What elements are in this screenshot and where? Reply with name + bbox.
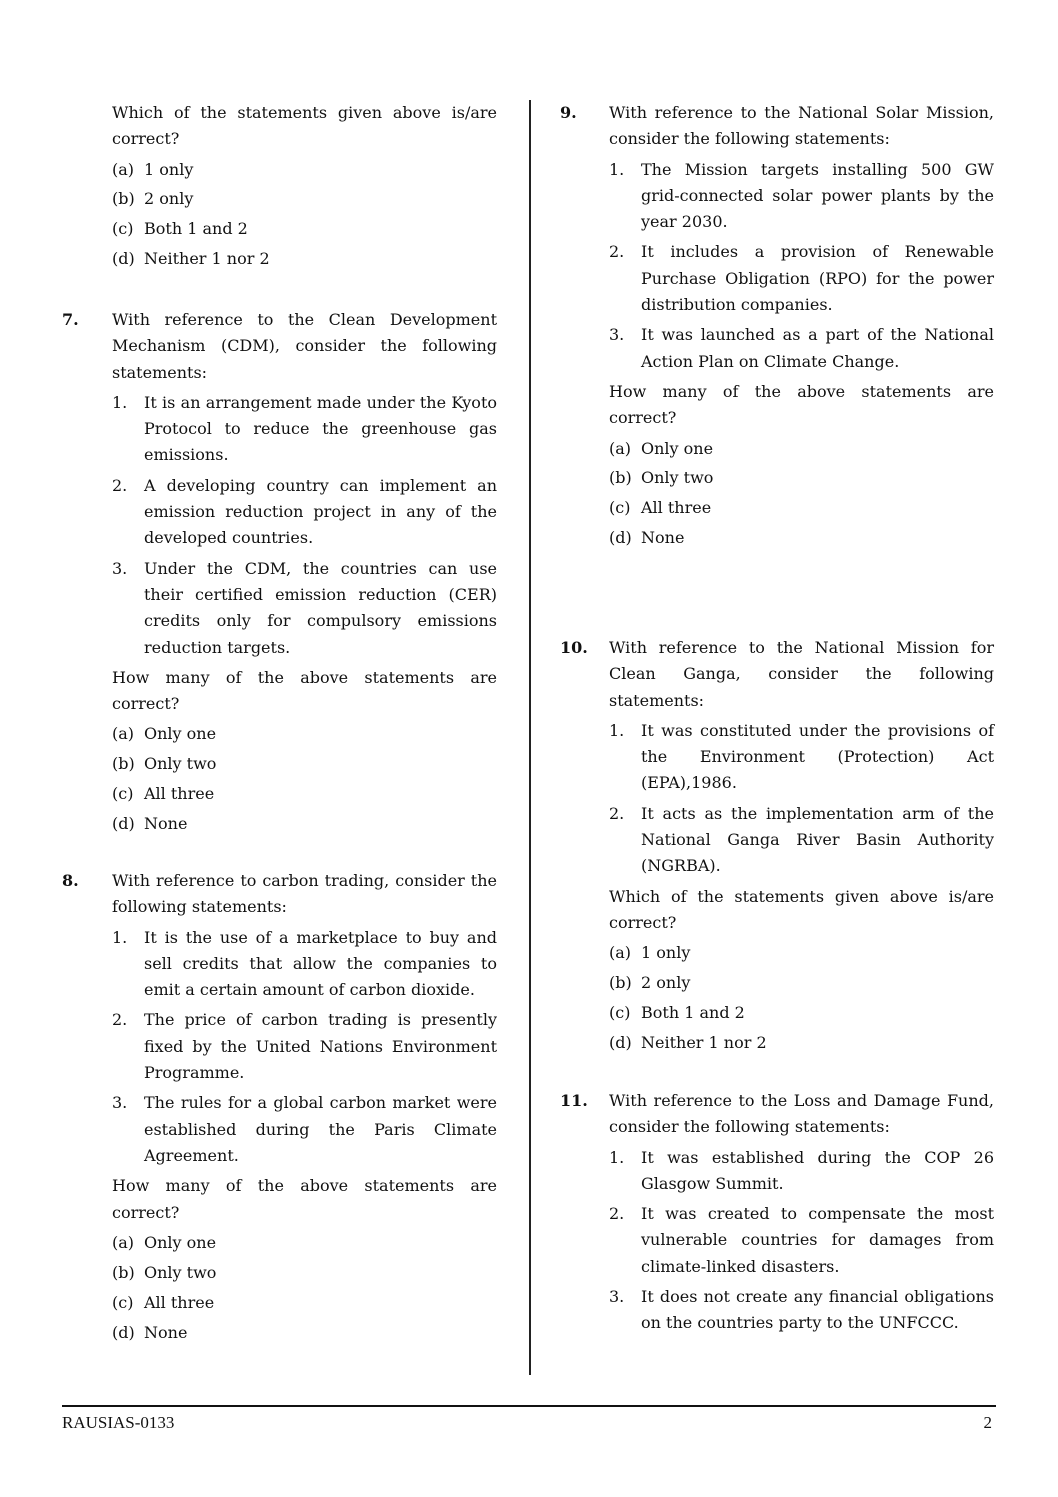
- statement-text: It was created to compensate the most vulnerable countries for damages from climate-linked disasters.: [641, 1204, 994, 1276]
- statement-text: The rules for a global carbon market were established during the Paris Climate Agreement.: [144, 1093, 497, 1165]
- option-text: None: [641, 528, 685, 548]
- option-text: Only one: [144, 724, 217, 744]
- option-text: Only two: [641, 468, 714, 488]
- statement-text: A developing country can implement an emission reduction project in any of the developed countries.: [144, 475, 497, 548]
- option-letter: (c): [112, 1292, 134, 1312]
- answer-option[interactable]: [112, 721, 497, 747]
- statement-number: 3.: [112, 1093, 128, 1113]
- statement-text: The price of carbon trading is presently fixed by the United Nations Environment Programme.: [144, 1010, 497, 1083]
- answer-option[interactable]: [112, 186, 497, 212]
- question-9: [560, 100, 994, 555]
- option-letter: (b): [609, 973, 632, 993]
- statement-text: It was established during the COP 26 Glasgow Summit.: [641, 1147, 994, 1193]
- option-letter: (d): [112, 249, 135, 269]
- statement: [609, 1201, 994, 1280]
- statement-number: 3.: [609, 1287, 625, 1307]
- statement-text: It was launched as a part of the National Action Plan on Climate Change.: [641, 325, 994, 371]
- option-text: Both 1 and 2: [144, 219, 248, 239]
- statement-number: 2.: [609, 803, 625, 823]
- option-text: Only one: [144, 1232, 217, 1252]
- statement-number: 1.: [609, 720, 625, 740]
- option-letter: (a): [609, 438, 632, 458]
- statement-text: It does not create any financial obligations on the countries party to the UNFCCC.: [641, 1287, 994, 1333]
- answer-option[interactable]: [112, 1290, 497, 1316]
- statement-number: 2.: [609, 1204, 625, 1224]
- statement-text: The Mission targets installing 500 GW grid-connected solar power plants by the year 2030.: [641, 159, 994, 232]
- statement-number: 2.: [112, 1010, 128, 1030]
- answer-option[interactable]: [609, 465, 994, 491]
- option-text: All three: [144, 1292, 215, 1312]
- question-prompt: How many of the above statements are correct?: [609, 381, 994, 428]
- option-letter: (d): [609, 1032, 632, 1052]
- option-text: Only two: [144, 754, 217, 774]
- question-prompt: Which of the statements given above is/are correct?: [112, 103, 497, 149]
- option-text: 2 only: [144, 189, 194, 209]
- answer-option[interactable]: [112, 811, 497, 837]
- answer-option[interactable]: [609, 940, 994, 966]
- question-10: [560, 635, 994, 1060]
- question-stem: With reference to the National Solar Mission, consider the following statements:: [609, 103, 994, 149]
- statement-number: 1.: [609, 159, 625, 179]
- statement-text: It acts as the implementation arm of the National Ganga River Basin Authority (NGRBA).: [641, 803, 994, 876]
- statement: [112, 1007, 497, 1086]
- answer-option[interactable]: [609, 495, 994, 521]
- statement: [609, 239, 994, 318]
- statement-number: 1.: [112, 392, 128, 412]
- statement: [112, 1090, 497, 1169]
- option-text: None: [144, 1322, 188, 1342]
- statement-number: 1.: [609, 1147, 625, 1167]
- question-stem: With reference to the Clean Development Mechanism (CDM), consider the following statements:: [112, 310, 497, 382]
- option-text: Only one: [641, 438, 714, 458]
- footer-rule: [62, 1405, 996, 1407]
- option-text: None: [144, 814, 188, 834]
- question-stem: With reference to the Loss and Damage Fund, consider the following statements:: [609, 1091, 994, 1137]
- statement: [609, 1145, 994, 1198]
- question-prompt: How many of the above statements are correct?: [112, 1176, 497, 1222]
- answer-option[interactable]: [609, 1030, 994, 1056]
- option-letter: (a): [609, 943, 632, 963]
- statement: [609, 801, 994, 880]
- question-stem: With reference to the National Mission for Clean Ganga, consider the following statements:: [609, 638, 994, 710]
- answer-option[interactable]: [112, 246, 497, 272]
- answer-option[interactable]: [609, 525, 994, 551]
- option-letter: (a): [112, 724, 135, 744]
- question-number: 11.: [560, 1091, 588, 1110]
- question-stem: With reference to carbon trading, consider the following statements:: [112, 871, 497, 917]
- page-number: 2: [983, 1413, 992, 1432]
- option-letter: (b): [112, 754, 135, 774]
- option-text: All three: [641, 498, 712, 518]
- option-text: 2 only: [641, 973, 691, 993]
- question-prompt: Which of the statements given above is/are correct?: [609, 886, 994, 932]
- statement-text: It is an arrangement made under the Kyoto Protocol to reduce the greenhouse gas emissions.: [144, 392, 497, 465]
- statement-number: 2.: [609, 242, 625, 262]
- question-8: [62, 868, 497, 1349]
- answer-option[interactable]: [112, 1260, 497, 1286]
- option-letter: (c): [112, 784, 134, 804]
- option-text: 1 only: [144, 159, 194, 179]
- statement: [112, 473, 497, 552]
- answer-option[interactable]: [112, 1320, 497, 1346]
- statement: [112, 556, 497, 661]
- answer-option[interactable]: [609, 970, 994, 996]
- question-7: [62, 307, 497, 841]
- question-11: [560, 1088, 994, 1341]
- option-text: Both 1 and 2: [641, 1003, 745, 1023]
- option-letter: (b): [112, 189, 135, 209]
- statement: [112, 925, 497, 1004]
- option-letter: (b): [112, 1262, 135, 1282]
- statement-number: 2.: [112, 475, 128, 495]
- statement: [609, 718, 994, 797]
- answer-option[interactable]: [609, 1000, 994, 1026]
- statement-text: It includes a provision of Renewable Purchase Obligation (RPO) for the power distribution companies.: [641, 242, 994, 315]
- statement-text: It was constituted under the provisions of the Environment (Protection) Act (EPA),1986.: [641, 720, 994, 793]
- answer-option[interactable]: [112, 157, 497, 183]
- option-letter: (c): [609, 1003, 631, 1023]
- answer-option[interactable]: [609, 436, 994, 462]
- option-text: All three: [144, 784, 215, 804]
- statement: [112, 390, 497, 469]
- option-text: Neither 1 nor 2: [641, 1032, 767, 1052]
- question-number: 10.: [560, 638, 588, 657]
- option-letter: (a): [112, 1232, 135, 1252]
- statement: [609, 322, 994, 375]
- statement-text: Under the CDM, the countries can use their certified emission reduction (CER) credits only for compulsory emissions reduction targets.: [144, 558, 497, 657]
- option-text: Only two: [144, 1262, 217, 1282]
- answer-option[interactable]: [112, 751, 497, 777]
- statement-number: 3.: [112, 558, 128, 578]
- statement-number: 3.: [609, 325, 625, 345]
- option-text: 1 only: [641, 943, 691, 963]
- question-number: 9.: [560, 103, 577, 122]
- answer-option[interactable]: [112, 216, 497, 242]
- option-letter: (c): [609, 498, 631, 518]
- answer-option[interactable]: [112, 1230, 497, 1256]
- question-number: 8.: [62, 871, 79, 890]
- question-prompt: How many of the above statements are correct?: [112, 667, 497, 714]
- left-intro: [112, 100, 497, 276]
- statement-number: 1.: [112, 927, 128, 947]
- option-letter: (b): [609, 468, 632, 488]
- option-letter: (d): [112, 814, 135, 834]
- statement: [609, 1284, 994, 1337]
- statement-text: It is the use of a marketplace to buy and sell credits that allow the companies to emit a certain amount of carbon dioxide.: [144, 927, 497, 1000]
- footer-code: RAUSIAS-0133: [62, 1413, 175, 1432]
- option-letter: (c): [112, 219, 134, 239]
- option-text: Neither 1 nor 2: [144, 249, 270, 269]
- column-divider: [529, 100, 531, 1375]
- answer-option[interactable]: [112, 781, 497, 807]
- option-letter: (d): [609, 528, 632, 548]
- statement: [609, 157, 994, 236]
- option-letter: (d): [112, 1322, 135, 1342]
- option-letter: (a): [112, 159, 135, 179]
- question-number: 7.: [62, 310, 79, 329]
